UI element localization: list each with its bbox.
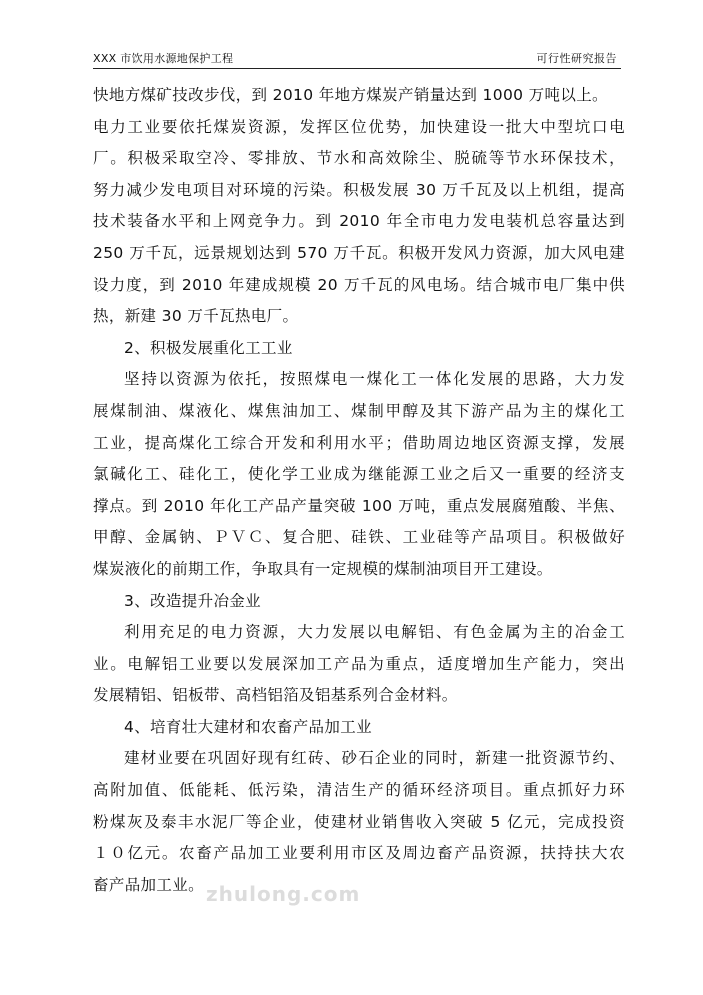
watermark: zhulong.com [206, 882, 361, 906]
text-line: 电力工业要依托煤炭资源，发挥区位优势，加快建设一批大中型坑口电 [93, 117, 625, 136]
text-line: 畜产品加工业。 [93, 875, 204, 894]
document-body [93, 80, 625, 901]
text-line: 粉煤灰及泰丰水泥厂等企业，使建材业销售收入突破 5 亿元，完成投资 [93, 812, 625, 831]
text-line: 利用充足的电力资源，大力发展以电解铝、有色金属为主的冶金工 [124, 623, 625, 642]
text-line: 业。电解铝工业要以发展深加工产品为重点，适度增加生产能力，突出 [93, 654, 625, 673]
text-line: 建材业要在巩固好现有红砖、砂石企业的同时，新建一批资源节约、 [124, 749, 625, 768]
text-line: 努力减少发电项目对环境的污染。积极发展 30 万千瓦及以上机组，提高 [93, 180, 625, 199]
report-type: 可行性研究报告 [536, 52, 617, 65]
page-header [93, 48, 621, 69]
text-line: 氯碱化工、硅化工，使化学工业成为继能源工业之后又一重要的经济支 [93, 465, 625, 484]
text-line: 快地方煤矿技改步伐，到 2010 年地方煤炭产销量达到 1000 万吨以上。 [93, 86, 608, 104]
text-line: 展煤制油、煤液化、煤焦油加工、煤制甲醇及其下游产品为主的煤化工 [93, 401, 625, 420]
text-line: 煤炭液化的前期工作，争取具有一定规模的煤制油项目开工建设。 [93, 559, 553, 578]
text-line: 甲醇、金属钠、ＰＶＣ、复合肥、硅铁、工业硅等产品项目。积极做好 [93, 528, 625, 547]
text-line: 技术装备水平和上网竞争力。到 2010 年全市电力发电装机总容量达到 [93, 212, 625, 231]
text-line: 4、培育壮大建材和农畜产品加工业 [124, 717, 372, 736]
text-line: 设力度，到 2010 年建成规模 20 万千瓦的风电场。结合城市电厂集中供 [93, 275, 625, 294]
text-line: 撑点。到 2010 年化工产品产量突破 100 万吨，重点发展腐殖酸、半焦、 [93, 496, 625, 515]
text-line: 坚持以资源为依托，按照煤电一煤化工一体化发展的思路，大力发 [124, 370, 625, 389]
text-line: １０亿元。农畜产品加工业要利用市区及周边畜产品资源，扶持扶大农 [93, 844, 625, 863]
text-line: 工业，提高煤化工综合开发和利用水平；借助周边地区资源支撑，发展 [93, 433, 625, 452]
text-line: 热，新建 30 万千瓦热电厂。 [93, 307, 299, 326]
text-line: 2、积极发展重化工工业 [124, 338, 293, 357]
document-title: XXX 市饮用水源地保护工程 [93, 52, 234, 65]
text-line: 厂。积极采取空冷、零排放、节水和高效除尘、脱硫等节水环保技术， [93, 149, 625, 168]
text-line: 250 万千瓦，远景规划达到 570 万千瓦。积极开发风力资源，加大风电建 [93, 243, 625, 262]
text-line: 3、改造提升冶金业 [124, 591, 262, 610]
text-line: 发展精铝、铝板带、高档铝箔及铝基系列合金材料。 [93, 686, 458, 705]
text-line: 高附加值、低能耗、低污染，清洁生产的循环经济项目。重点抓好力环 [93, 781, 625, 800]
